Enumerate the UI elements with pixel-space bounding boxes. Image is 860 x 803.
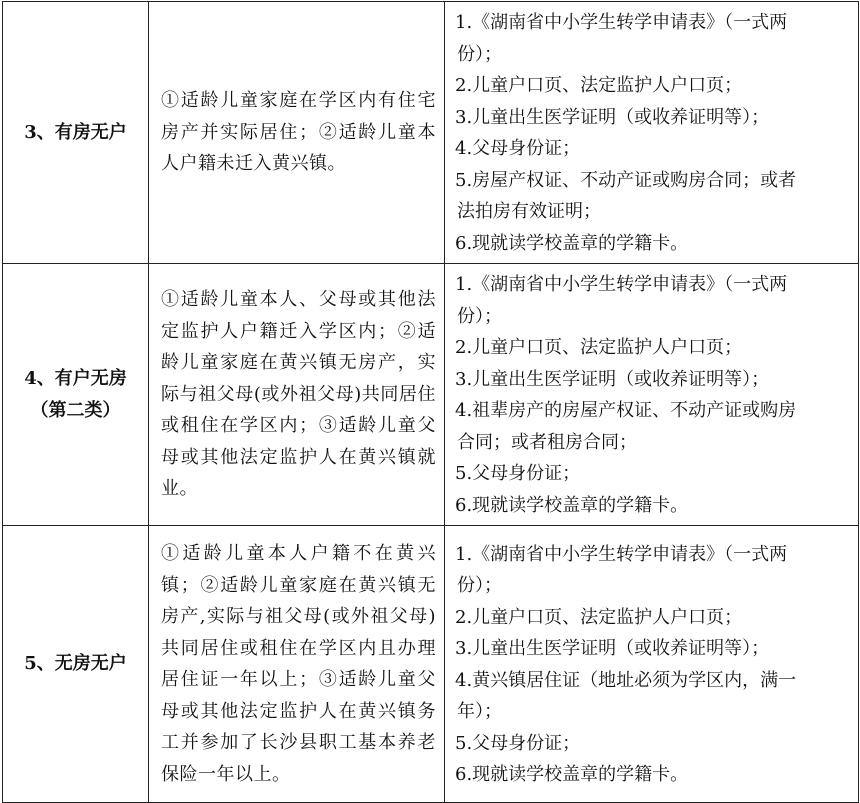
category-label: 4、有户无房 xyxy=(24,367,127,389)
material-line: 5.房屋产权证、不动产证或购房合同；或者 xyxy=(455,169,797,191)
material-line: 合同；或者租房合同； xyxy=(457,431,637,453)
material-line: 5.父母身份证； xyxy=(455,732,581,754)
material-line: 1.《湖南省中小学生转学申请表》（一式两 xyxy=(455,274,788,295)
conditions-cell: ①适龄儿童家庭在学区内有住宅房产并实际居住；②适龄儿童本人户籍未迁入黄兴镇。 xyxy=(149,2,445,264)
enrollment-requirements-table xyxy=(2,1,859,803)
material-line: 3.儿童出生医学证明（或收养证明等）； xyxy=(455,638,770,659)
material-line: 份）； xyxy=(457,305,502,327)
material-line: 法拍房有效证明； xyxy=(457,201,601,222)
category-label: 3、有房无户 xyxy=(24,121,127,143)
material-line: 4.父母身份证； xyxy=(455,138,581,159)
material-line: 6.现就读学校盖章的学籍卡。 xyxy=(455,764,689,785)
materials-cell xyxy=(445,2,859,264)
table-row xyxy=(3,526,859,803)
category-label: 5、无房无户 xyxy=(24,653,127,674)
materials-cell xyxy=(445,526,859,803)
material-line: 1.《湖南省中小学生转学申请表》（一式两 xyxy=(455,543,788,565)
material-line: 3.儿童出生医学证明（或收养证明等）； xyxy=(455,106,770,128)
category-cell xyxy=(3,2,149,264)
material-line: 2.儿童户口页、法定监护人户口页； xyxy=(455,75,743,96)
category-cell xyxy=(3,526,149,803)
material-line: 年）； xyxy=(457,701,502,722)
material-line: 3.儿童出生医学证明（或收养证明等）； xyxy=(455,368,770,390)
material-line: 6.现就读学校盖章的学籍卡。 xyxy=(455,232,689,254)
conditions-cell: ①适龄儿童本人、父母或其他法定监护人户籍迁入学区内；②适龄儿童家庭在黄兴镇无房产，实际与祖父母(或外祖父母)共同居住或租住在学区内；③适龄儿童父母或其他法定监护人在黄兴镇就业。 xyxy=(149,264,445,526)
table-row xyxy=(3,264,859,526)
material-line: 4.祖辈房产的房屋产权证、不动产证或购房 xyxy=(455,400,797,421)
materials-cell xyxy=(445,264,859,526)
material-line: 1.《湖南省中小学生转学申请表》（一式两 xyxy=(455,12,788,33)
material-line: 2.儿童户口页、法定监护人户口页； xyxy=(455,337,743,358)
table-row xyxy=(3,2,859,264)
material-line: 份）； xyxy=(457,575,502,596)
material-line: 4.黄兴镇居住证（地址必须为学区内，满一 xyxy=(455,669,797,691)
material-line: 份）； xyxy=(457,43,502,65)
material-line: 6.现就读学校盖章的学籍卡。 xyxy=(455,494,689,516)
category-cell xyxy=(3,264,149,526)
material-line: 5.父母身份证； xyxy=(455,463,581,484)
conditions-cell: ①适龄儿童本人户籍不在黄兴镇；②适龄儿童家庭在黄兴镇无房产,实际与祖父母(或外祖父母)共同居住或租住在学区内且办理居住证一年以上；③适龄儿童父母或其他法定监护人在黄兴镇务工并参加了长沙县职工基本养老保险一年以上。 xyxy=(149,526,445,803)
material-line: 2.儿童户口页、法定监护人户口页； xyxy=(455,606,743,628)
category-sublabel: （第二类） xyxy=(30,399,121,421)
